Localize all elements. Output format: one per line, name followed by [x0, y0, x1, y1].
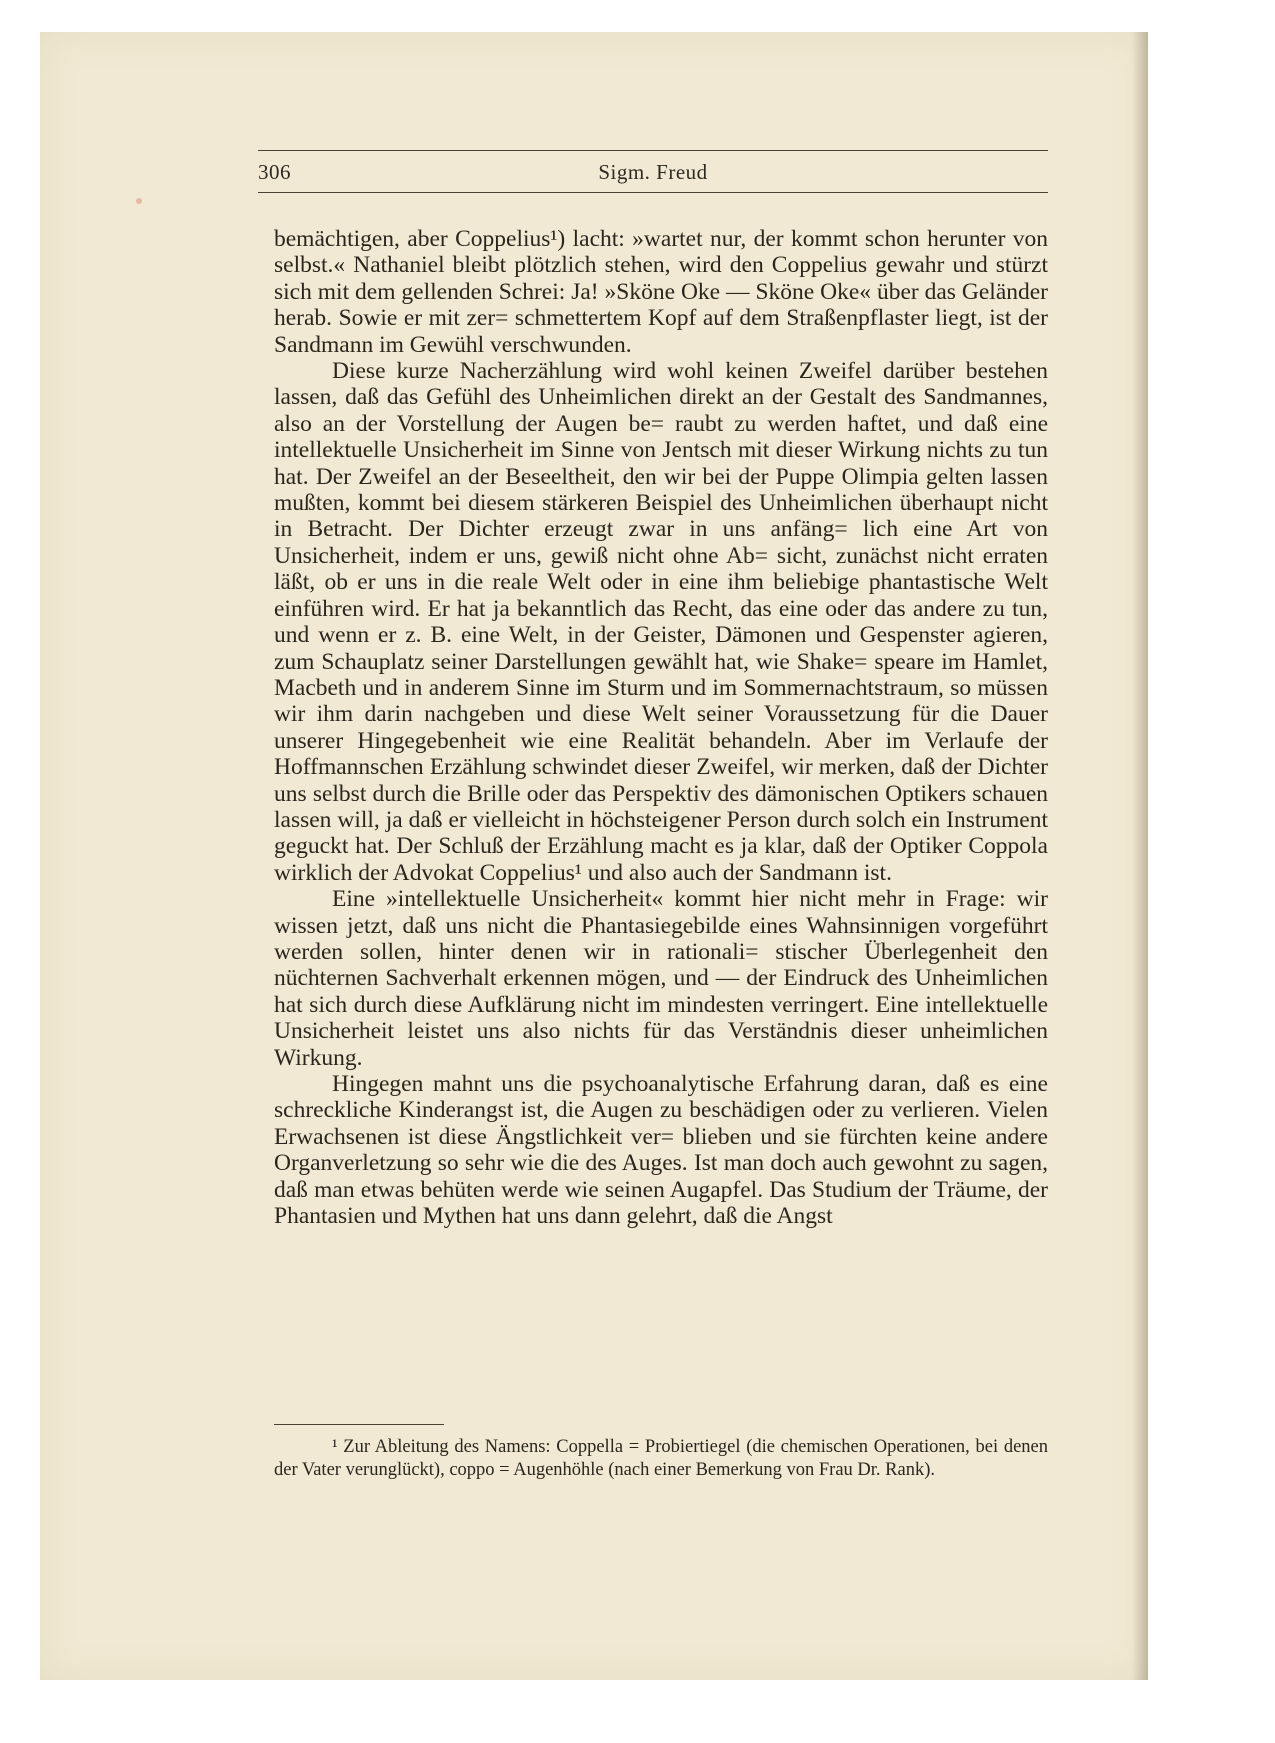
header-rule-bottom: [258, 192, 1048, 193]
page-header: [258, 150, 1048, 194]
footnote: [274, 1436, 1048, 1482]
page-number: 306: [258, 160, 291, 184]
paper-smudge: [136, 198, 142, 204]
paragraph: bemächtigen, aber Coppelius¹) lacht: »wartet nur, der kommt schon herunter von selbst.« Nathaniel bleibt plötzlich stehen, wird den Coppelius gewahr und stürzt sich mit dem gellenden Schrei: Ja! »Sköne Oke — Sköne Oke« über das Geländer herab. Sowie er mit zer= schmettertem Kopf auf dem Straßenpflaster liegt, ist der Sandmann im Gewühl verschwunden.: [274, 226, 1048, 358]
header-rule-top: [258, 150, 1048, 151]
paragraph: Diese kurze Nacherzählung wird wohl keinen Zweifel darüber bestehen lassen, daß das Gefühl des Unheimlichen direkt an der Gestalt des Sandmannes, also an der Vorstellung der Augen be= raubt zu werden haftet, und daß eine intellektuelle Unsicherheit im Sinne von Jentsch mit dieser Wirkung nichts zu tun hat. Der Zweifel an der Beseeltheit, den wir bei der Puppe Olimpia gelten lassen mußten, kommt bei diesem stärkeren Beispiel des Unheimlichen überhaupt nicht in Betracht. Der Dichter erzeugt zwar in uns anfäng= lich eine Art von Unsicherheit, indem er uns, gewiß nicht ohne Ab= sicht, zunächst nicht erraten läßt, ob er uns in die reale Welt oder in eine ihm beliebige phantastische Welt einführen wird. Er hat ja bekanntlich das Recht, das eine oder das andere zu tun, und wenn er z. B. eine Welt, in der Geister, Dämonen und Gespenster agieren, zum Schauplatz seiner Darstellungen gewählt hat, wie Shake= speare im Hamlet, Macbeth und in anderem Sinne im Sturm und im Sommernachtstraum, so müssen wir ihm darin nachgeben und diese Welt seiner Voraussetzung für die Dauer unserer Hingegebenheit wie eine Realität behandeln. Aber im Verlaufe der Hoffmannschen Erzählung schwindet dieser Zweifel, wir merken, daß der Dichter uns selbst durch die Brille oder das Perspektiv des dämonischen Optikers schauen lassen will, ja daß er vielleicht in höchsteigener Person durch solch ein Instrument geguckt hat. Der Schluß der Erzählung macht es ja klar, daß der Optiker Coppola wirklich der Advokat Coppelius¹ und also auch der Sandmann ist.: [274, 358, 1048, 886]
body-text: [274, 226, 1048, 1229]
paragraph: Hingegen mahnt uns die psychoanalytische Erfahrung daran, daß es eine schreckliche Kinderangst ist, die Augen zu beschädigen oder zu verlieren. Vielen Erwachsenen ist diese Ängstlichkeit ver= blieben und sie fürchten keine andere Organverletzung so sehr wie die des Auges. Ist man doch auch gewohnt zu sagen, daß man etwas behüten werde wie seinen Augapfel. Das Studium der Träume, der Phantasien und Mythen hat uns dann gelehrt, daß die Angst: [274, 1071, 1048, 1230]
footnote-text: ¹ Zur Ableitung des Namens: Coppella = Probiertiegel (die chemischen Operationen, bei denen der Vater verunglückt), coppo = Augenhöhle (nach einer Bemerkung von Frau Dr. Rank).: [274, 1437, 1048, 1480]
running-title: Sigm. Freud: [598, 160, 708, 184]
footnote-rule: [274, 1424, 444, 1425]
paragraph: Eine »intellektuelle Unsicherheit« kommt hier nicht mehr in Frage: wir wissen jetzt, daß uns nicht die Phantasiegebilde eines Wahnsinnigen vorgeführt werden sollen, hinter denen wir in rationali= stischer Überlegenheit den nüchternen Sachverhalt erkennen mögen, und — der Eindruck des Unheimlichen hat sich durch diese Aufklärung nicht im mindesten verringert. Eine intellektuelle Unsicherheit leistet uns also nichts für das Verständnis dieser unheimlichen Wirkung.: [274, 886, 1048, 1071]
